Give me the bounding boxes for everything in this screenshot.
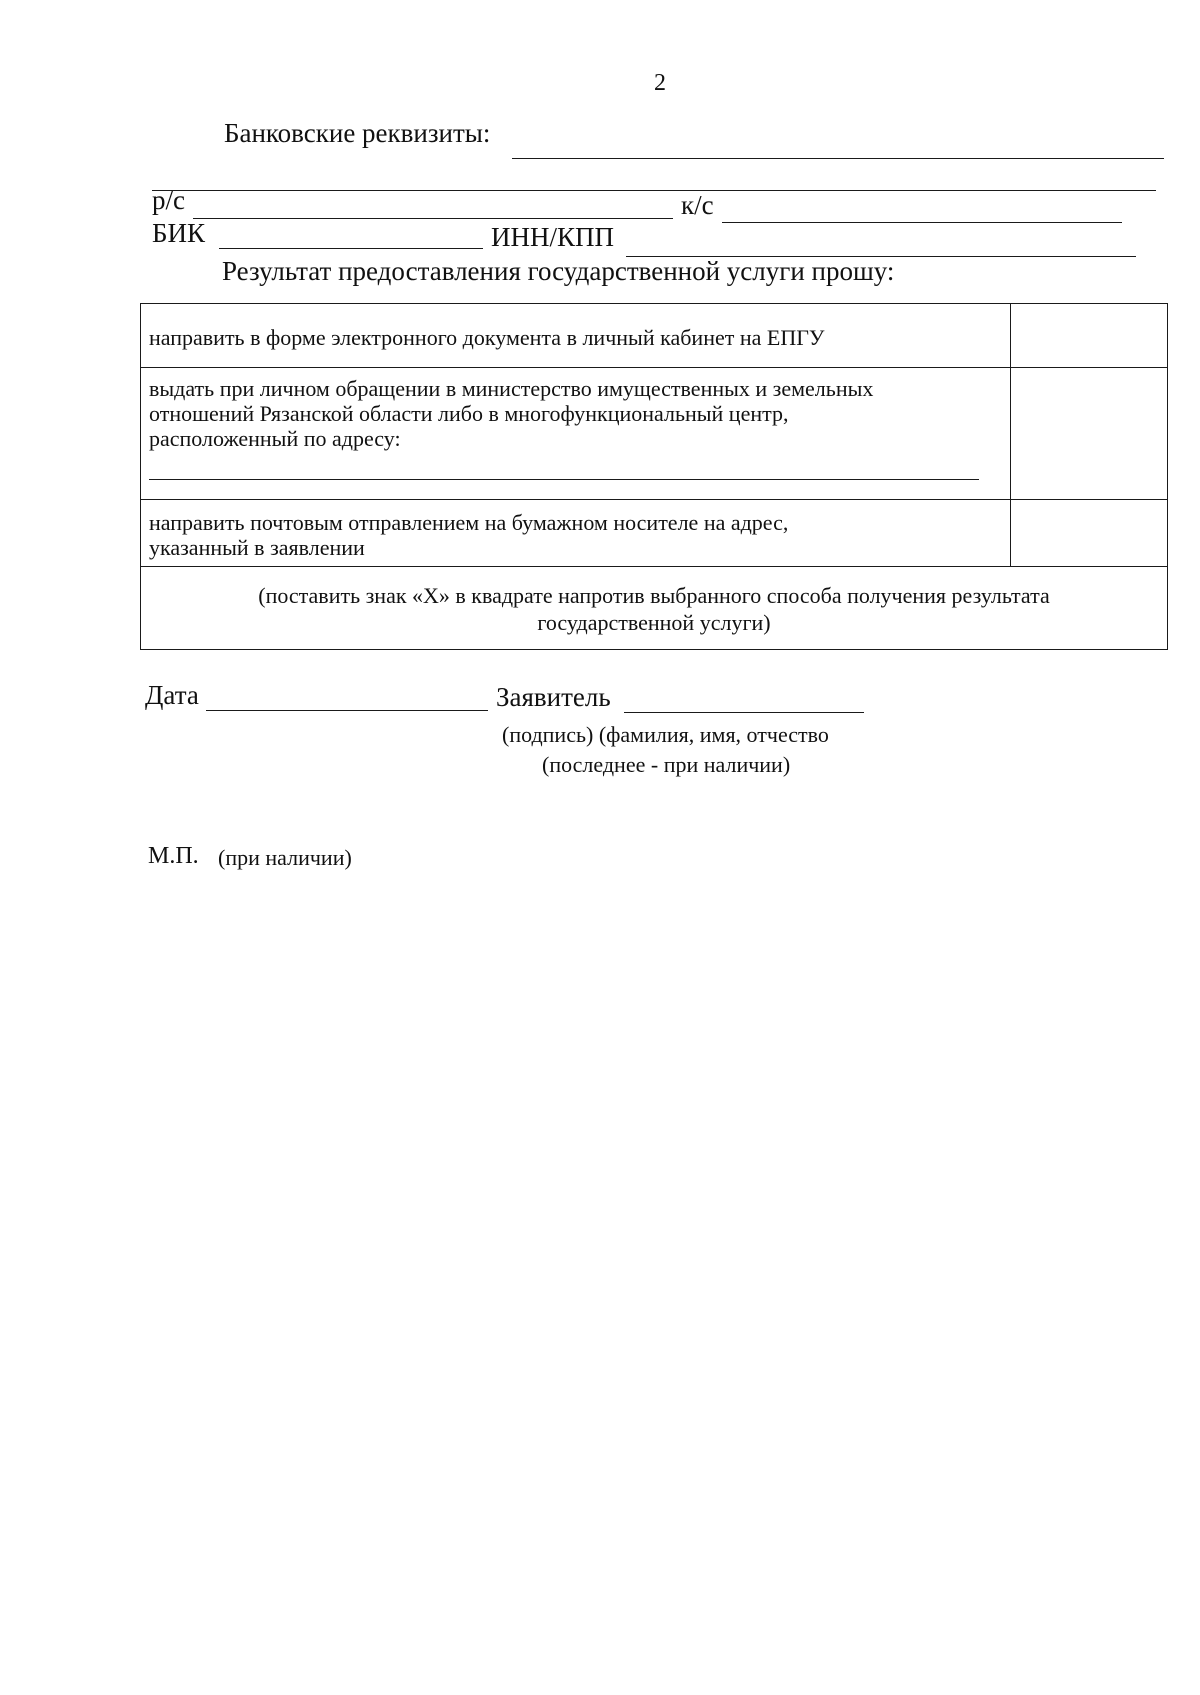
stamp-hint: (при наличии) — [218, 845, 352, 870]
address-field-line[interactable] — [149, 479, 979, 480]
option-in-person-text-1: выдать при личном обращении в министерство имущественных и земельных — [149, 376, 874, 401]
bank-details-label: Банковские реквизиты: — [224, 118, 491, 148]
date-field-line[interactable] — [206, 710, 488, 711]
option-postal-checkbox[interactable] — [1012, 501, 1167, 566]
checkbox-column-divider — [1010, 304, 1011, 566]
row-divider-3 — [141, 566, 1167, 567]
bank-details-line-1[interactable] — [512, 158, 1164, 159]
applicant-field-line[interactable] — [624, 712, 864, 713]
option-in-person-checkbox[interactable] — [1012, 369, 1167, 499]
option-electronic-checkbox[interactable] — [1012, 304, 1167, 367]
bik-label: БИК — [152, 218, 206, 248]
row-divider-1 — [141, 367, 1167, 368]
option-in-person-text-2: отношений Рязанской области либо в многофункциональный центр, — [149, 401, 789, 426]
signature-hint-line-1: (подпись) (фамилия, имя, отчество — [502, 722, 829, 747]
bank-details-line-2[interactable] — [152, 190, 1156, 191]
option-postal-text-2: указанный в заявлении — [149, 535, 365, 560]
ks-label: к/с — [681, 190, 714, 220]
inn-kpp-label: ИНН/КПП — [491, 222, 615, 252]
signature-hint-line-2: (последнее - при наличии) — [542, 752, 791, 777]
ks-field-line[interactable] — [722, 222, 1122, 223]
option-in-person-text-3: расположенный по адресу: — [149, 426, 401, 451]
result-options-table — [140, 303, 1168, 650]
instruction-note-line-1: (поставить знак «Х» в квадрате напротив выбранного способа получения результата — [258, 583, 1050, 608]
option-postal-text-1: направить почтовым отправлением на бумажном носителе на адрес, — [149, 510, 789, 535]
bik-field-line[interactable] — [219, 248, 483, 249]
applicant-label: Заявитель — [496, 682, 611, 712]
rs-label: р/с — [152, 185, 185, 215]
result-heading: Результат предоставления государственной услуги прошу: — [222, 256, 895, 286]
option-electronic-text: направить в форме электронного документа в личный кабинет на ЕПГУ — [149, 325, 825, 350]
rs-field-line[interactable] — [193, 218, 673, 219]
row-divider-2 — [141, 499, 1167, 500]
page-number: 2 — [654, 70, 666, 96]
instruction-note-line-2: государственной услуги) — [537, 610, 771, 635]
date-label: Дата — [145, 680, 199, 710]
stamp-label: М.П. — [148, 843, 199, 869]
